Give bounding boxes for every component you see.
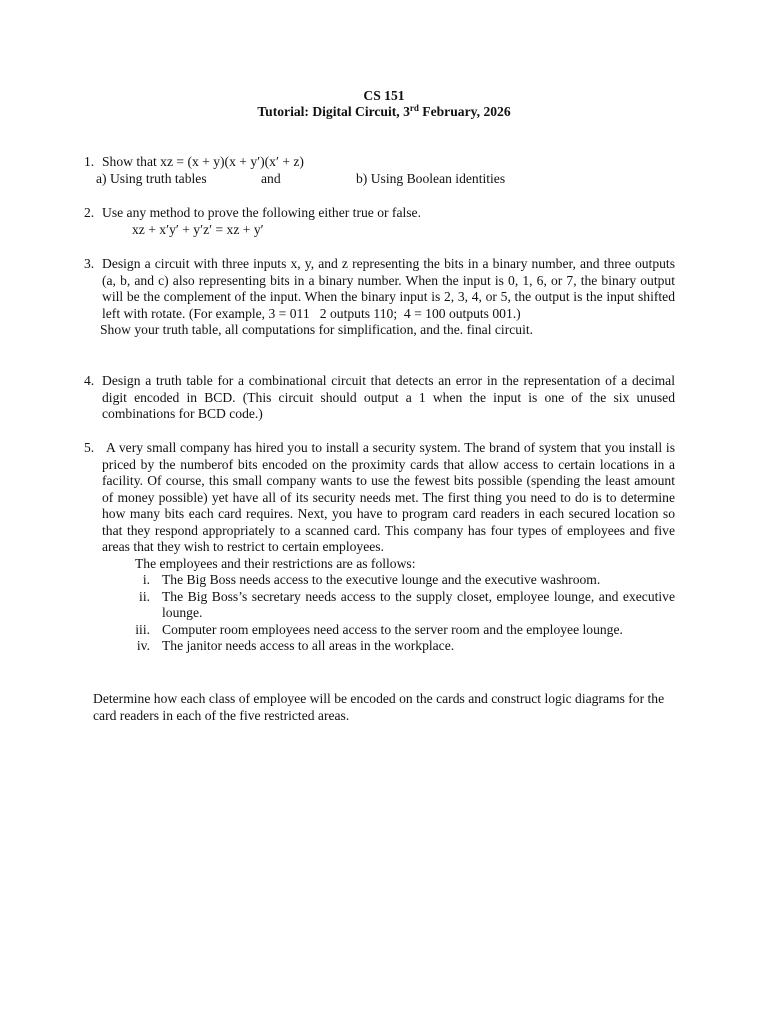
closing-instructions: Determine how each class of employee will be encoded on the cards and construct logic diagrams for the card readers in each of the five restricted areas. (93, 691, 665, 723)
question-body (102, 256, 675, 339)
list-item (126, 622, 675, 639)
question-number: 5. (84, 440, 95, 455)
question-instructions: Show your truth table, all computations for simplification, and the. final circuit. (100, 322, 534, 337)
question-2 (84, 205, 675, 238)
list-item-number: i. (142, 572, 150, 587)
question-number: 3. (84, 256, 95, 271)
question-number: 4. (84, 373, 95, 388)
tutorial-title (0, 104, 768, 121)
title-suffix: February, 2026 (418, 104, 511, 119)
question-parts (84, 171, 675, 188)
question-text: Show that xz = (x + y)(x + y′)(x′ + z) (102, 154, 304, 169)
question-body (102, 440, 675, 655)
list-item-number: ii. (139, 588, 150, 604)
list-item (126, 572, 675, 589)
list-item-text: Computer room employees need access to the server room and the employee lounge. (162, 621, 623, 637)
list-item-number: iii. (135, 621, 150, 637)
question-number: 1. (84, 154, 95, 169)
question-body (102, 373, 675, 423)
question-3 (84, 256, 675, 339)
course-code: CS 151 (363, 88, 405, 103)
question-text: Design a truth table for a combinational circuit that detects an error in the representation of a decimal digit encoded in BCD. (This circuit should output a 1 when the input is one of the six unused combinations for BCD code.) (102, 373, 675, 421)
question-equation: xz + x′y′ + y′z′ = xz + y′ (132, 221, 264, 237)
title-superscript: rd (409, 103, 419, 113)
question-text: Use any method to prove the following either true or false. (102, 205, 421, 220)
question-1 (84, 154, 675, 187)
question-4 (84, 373, 675, 423)
question-text: A very small company has hired you to install a security system. The brand of system that you install is priced by the numberof bits encoded on the proximity cards that allow access to certain locations in a facility. Of course, this small company wants to use the fewest bits possible (spending the least amount of money possible) yet have all of its security needs met. The first thing you need to do is to determine how many bits each card requires. Next, you have to program card readers in each secured location so that they respond appropriately to a scanned card. This company has four types of employees and five areas that they wish to restrict to certain employees. (102, 440, 675, 554)
question-body (102, 154, 675, 171)
list-item (126, 638, 675, 655)
part-a: a) Using truth tables (96, 170, 207, 186)
question-5 (84, 440, 675, 655)
part-connector: and (261, 170, 281, 186)
list-intro: The employees and their restrictions are as follows: (135, 555, 416, 571)
question-text: Design a circuit with three inputs x, y, and z representing the bits in a binary number, and three outputs (a, b, and c) also representing bits in a binary number. When the input is 0, 1, 6, or 7, the binary output will be the complement of the input. When the binary input is 2, 3, 4, or 5, the output is the input shifted left with rotate. (For example, 3 = 011 2 outputs 110; 4 = 100 outputs 001.) (102, 256, 675, 321)
list-item-text: The Big Boss needs access to the executive lounge and the executive washroom. (162, 572, 601, 587)
list-item-text: The janitor needs access to all areas in the workplace. (162, 638, 455, 653)
list-item-number: iv. (136, 638, 150, 653)
list-item-text: The Big Boss’s secretary needs access to the supply closet, employee lounge, and executive lounge. (162, 588, 675, 620)
title-prefix: Tutorial: Digital Circuit, 3 (257, 104, 410, 119)
restrictions-list (126, 572, 675, 655)
part-b: b) Using Boolean identities (356, 170, 506, 186)
question-number: 2. (84, 205, 95, 220)
question-body (102, 205, 675, 238)
list-item (126, 589, 675, 622)
